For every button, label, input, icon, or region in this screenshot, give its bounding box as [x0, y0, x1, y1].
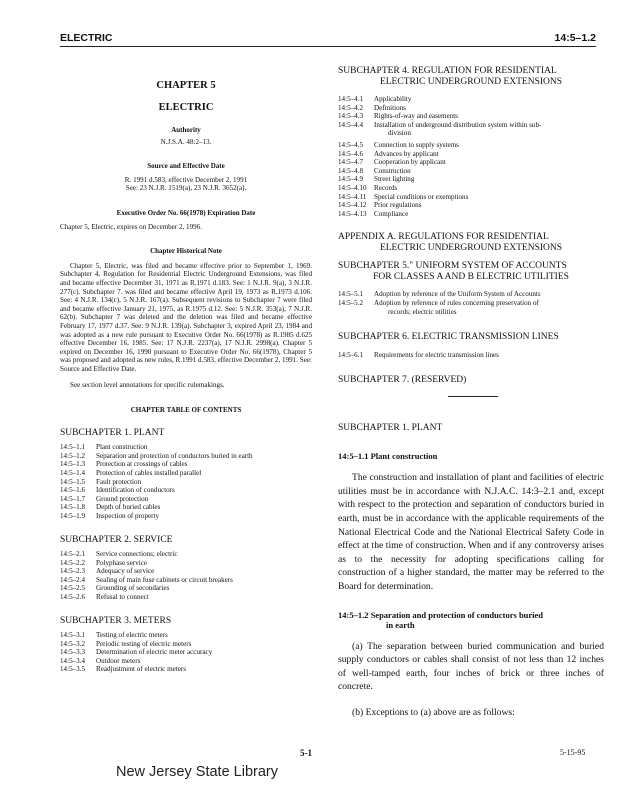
- toc-entry[interactable]: 14:5–1.1 Plant construction: [60, 443, 148, 452]
- toc-entry[interactable]: 14:5–3.4 Outdoor meters: [60, 656, 141, 665]
- toc-heading: CHAPTER TABLE OF CONTENTS: [130, 406, 242, 415]
- toc-subchapter-6: [338, 351, 604, 360]
- section-1-2-heading-line-1: 14:5–1.2 Separation and protection of conductors buried: [338, 609, 544, 620]
- toc-entry[interactable]: 14:5–1.3 Protection at crossings of cables: [60, 460, 188, 469]
- toc-entry[interactable]: 14:5–4.7 Cooperation by applicant: [338, 158, 446, 167]
- section-1-1-text: The construction and installation of plant and facilities of electric utilities must be in accordance with N.J.A.C. 14:3–2.1 and, except with respect to the protection and separation of conductors buried in earth, must be in accordance with the applicable requirements of the National Electrical Code and the National Electrical Safety Code in effect at the time of construction. When and if any controversy arises as to the necessity for adopting specifications calling for construction of a higher standard, the matter may be referred to the Board for determination.: [338, 472, 604, 592]
- toc-entry[interactable]: 14:5–3.3 Determination of electric meter accuracy: [60, 648, 213, 657]
- section-1-2-heading-line-2: in earth: [386, 619, 415, 630]
- toc-entry-line-2: records; electric utilities: [388, 307, 457, 316]
- toc-entry[interactable]: 14:5–4.10 Records: [338, 183, 398, 192]
- toc-subchapter-5: [338, 290, 604, 316]
- left-column: [60, 70, 312, 674]
- toc-subchapter-1: [60, 443, 312, 520]
- subchapter-5-title-line-1: SUBCHAPTER 5." UNIFORM SYSTEM OF ACCOUNTS: [338, 261, 567, 272]
- section-1-2-heading: [338, 610, 604, 630]
- historical-note-text: Chapter 5, Electric, was filed and became effective prior to September 1, 1969. Subchapter 4, Regulation for Residential Electric Underground Extensions, was filed and became effective December 31, 1971 as R.1971 d.183. See: 1 N.J.R. 9(a), 3 N.J.R. 277(c). Subchapter 7. was filed and became effective April 19, 1973 as R.1973 d.106. See: 4 N.J.R. 134(c), 5 N.J.R. 167(a). Subsequent revisions to Subchapter 7 were filed and became effective January 21, 1975, as R.1975 d.12. See: 5 N.J.R. 353(a), 7 N.J.R. 62(b). Subchapter 7 was deleted and the deletion was filed and became effective February 17, 1977 d.37. See: 9 N.J.R. 139(a). Subchapter 3, expired April 23, 1984 and was adopted as a new rule pursuant to Executive Order No. 66(1978) as R.1985 d.625 effective December 16, 1985. See: 17 N.J.R. 2237(a), 17 N.J.R. 2998(a). Chapter 5 expired on December 16, 1990 pursuant to Executive Order No. 66(1978), Chapter 5 was proposed and adopted as new rules, R.1991 d.583, effective December 2, 1991. See: Source and Effective Date.: [60, 261, 312, 373]
- toc-entry[interactable]: 14:5–4.12 Prior regulations: [338, 201, 422, 210]
- subchapter-4-title-line-2: ELECTRIC UNDERGROUND EXTENSIONS: [379, 76, 563, 87]
- toc-entry[interactable]: 14:5–4.8 Construction: [338, 166, 411, 175]
- appendix-a-title-line-2: ELECTRIC UNDERGROUND EXTENSIONS: [379, 242, 563, 253]
- chapter-number: CHAPTER 5: [156, 80, 216, 91]
- executive-order-heading: Executive Order No. 66(1978) Expiration Date: [116, 208, 256, 217]
- plant-subchapter-heading: SUBCHAPTER 1. PLANT: [338, 422, 443, 433]
- toc-entry[interactable]: 14:5–5.2 Adoption by reference of rules concerning preservation of records; electric utilities: [338, 298, 539, 316]
- see-also-note: See section level annotations for specific rulemakings.: [70, 381, 225, 390]
- source-line-1: R. 1991 d.583, effective December 2, 1991: [124, 175, 248, 184]
- subchapter-3-title: SUBCHAPTER 3. METERS: [60, 615, 172, 626]
- toc-entry[interactable]: 14:5–5.1 Adoption by reference of the Uniform System of Accounts: [338, 290, 541, 299]
- right-column: [338, 66, 604, 720]
- toc-entry[interactable]: 14:5–1.8 Depth of buried cables: [60, 503, 161, 512]
- toc-entry[interactable]: 14:5–4.2 Definitions: [338, 103, 406, 112]
- toc-entry-line-1: Installation of underground distribution system within sub-: [374, 120, 542, 129]
- toc-subchapter-3: [60, 631, 312, 674]
- section-1-2-paragraph-b: (b) Exceptions to (a) above are as follows:: [352, 706, 515, 718]
- subchapter-7-title: SUBCHAPTER 7. (RESERVED): [338, 375, 467, 386]
- toc-entry[interactable]: 14:5–1.6 Identification of conductors: [60, 486, 175, 495]
- toc-entry[interactable]: 14:5–4.4 Installation of underground distribution system within sub- division: [338, 120, 542, 138]
- toc-entry[interactable]: 14:5–6.1 Requirements for electric transmission lines: [338, 350, 499, 359]
- toc-entry-line-1: Adoption by reference of rules concerning preservation of: [374, 298, 539, 307]
- toc-entry[interactable]: 14:5–3.1 Testing of electric meters: [60, 631, 168, 640]
- toc-subchapter-2: [60, 550, 312, 602]
- toc-entry[interactable]: 14:5–4.1 Applicability: [338, 95, 412, 103]
- section-divider: [448, 396, 498, 397]
- toc-entry[interactable]: 14:5–1.4 Protection of cables installed parallel: [60, 468, 202, 477]
- toc-entry[interactable]: 14:5–2.5 Grounding of secondaries: [60, 584, 170, 593]
- toc-entry[interactable]: 14:5–4.13 Compliance: [338, 209, 409, 218]
- toc-subchapter-4: [338, 95, 604, 218]
- toc-entry[interactable]: 14:5–1.5 Fault protection: [60, 477, 142, 486]
- header-chapter-name: ELECTRIC: [60, 32, 113, 44]
- toc-entry[interactable]: 14:5–1.9 Inspection of property: [60, 511, 160, 520]
- toc-entry[interactable]: 14:5–4.9 Street lighting: [338, 175, 415, 184]
- toc-entry[interactable]: 14:5–1.7 Ground protection: [60, 494, 149, 503]
- historical-note-heading: Chapter Historical Note: [150, 247, 222, 256]
- authority-heading: Authority: [171, 126, 201, 134]
- toc-entry[interactable]: 14:5–4.3 Rights-of-way and easements: [338, 112, 458, 121]
- toc-entry[interactable]: 14:5–2.6 Refusal to connect: [60, 592, 149, 601]
- revision-date: 5-15-95: [560, 748, 586, 757]
- source-heading: Source and Effective Date: [147, 162, 225, 171]
- subchapter-4-title: [338, 66, 604, 87]
- toc-entry[interactable]: 14:5–3.5 Readjustment of electric meters: [60, 665, 187, 674]
- library-stamp: New Jersey State Library: [116, 764, 278, 780]
- toc-entry[interactable]: 14:5–2.1 Service connections; electric: [60, 550, 178, 558]
- toc-entry[interactable]: 14:5–3.2 Periodic testing of electric meters: [60, 639, 192, 648]
- toc-entry[interactable]: 14:5–4.5 Connection to supply systems: [338, 140, 459, 149]
- executive-order-text: Chapter 5, Electric, expires on December 2, 1996.: [60, 222, 203, 231]
- section-1-2-paragraph-a: (a) The separation between buried communication and buried supply conductors or cables shall consist of not less than 12 inches of well-tamped earth, four inches of brick or three inches of concrete.: [338, 640, 604, 693]
- authority-text: N.J.S.A. 48:2–13.: [160, 137, 212, 146]
- header-section-number: 14:5–1.2: [554, 32, 596, 44]
- appendix-a-title-line-1: APPENDIX A. REGULATIONS FOR RESIDENTIAL: [338, 232, 549, 243]
- toc-entry[interactable]: 14:5–1.2 Separation and protection of conductors buried in earth: [60, 451, 253, 460]
- appendix-a-title: [338, 232, 604, 253]
- toc-entry[interactable]: 14:5–2.4 Sealing of main fuse cabinets or circuit breakers: [60, 575, 233, 584]
- subchapter-4-title-line-1: SUBCHAPTER 4. REGULATION FOR RESIDENTIAL: [338, 66, 557, 76]
- toc-entry[interactable]: 14:5–4.6 Advances by applicant: [338, 149, 439, 158]
- page-number: 5-1: [300, 748, 312, 758]
- subchapter-2-title: SUBCHAPTER 2. SERVICE: [60, 534, 173, 545]
- subchapter-5-title-line-2: FOR CLASSES A AND B ELECTRIC UTILITIES: [373, 271, 569, 282]
- section-1-1-heading: 14:5–1.1 Plant construction: [338, 451, 438, 462]
- toc-entry-line-2: division: [388, 129, 411, 138]
- source-line-2: See: 23 N.J.R. 1519(a), 23 N.J.R. 3652(a).: [125, 184, 247, 193]
- subchapter-5-title: [338, 261, 604, 282]
- toc-entry[interactable]: 14:5–2.3 Adequacy of service: [60, 567, 155, 576]
- toc-entry[interactable]: 14:5–2.2 Polyphase service: [60, 558, 148, 567]
- running-header: [60, 32, 596, 47]
- toc-entry[interactable]: 14:5–4.11 Special conditions or exemptions: [338, 192, 469, 201]
- chapter-title: ELECTRIC: [158, 102, 214, 113]
- subchapter-1-title: SUBCHAPTER 1. PLANT: [60, 427, 165, 438]
- subchapter-6-title: SUBCHAPTER 6. ELECTRIC TRANSMISSION LINES: [338, 332, 559, 343]
